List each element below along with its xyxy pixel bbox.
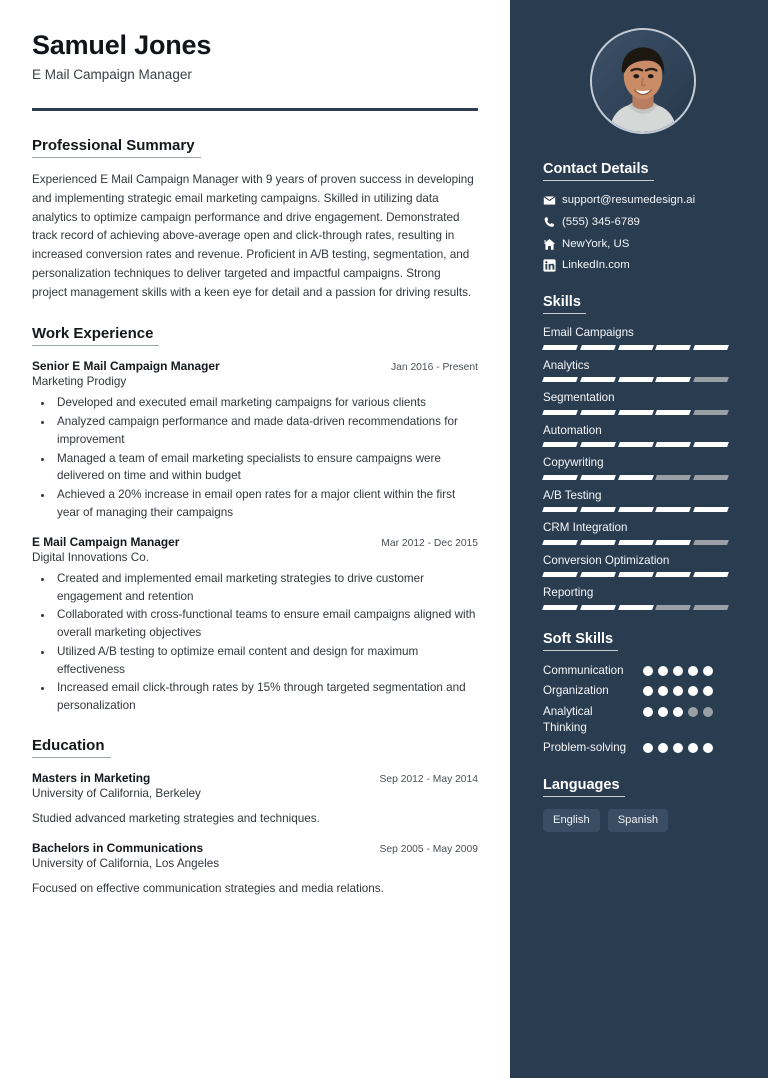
soft-skill-dot <box>658 666 668 676</box>
skill-segment <box>618 572 654 577</box>
contact-value: support@resumedesign.ai <box>562 194 696 206</box>
work-experience-section <box>32 325 478 715</box>
skill-segment <box>580 572 616 577</box>
skill-segment <box>580 410 616 415</box>
work-entry-date: Jan 2016 - Present <box>390 362 478 374</box>
soft-skill-dot <box>643 686 653 696</box>
soft-skill-dot <box>703 707 713 717</box>
soft-skill-dots <box>643 683 715 696</box>
soft-skill-dot <box>703 743 713 753</box>
soft-skill-dot <box>688 666 698 676</box>
sidebar <box>510 0 768 1078</box>
skill-segment <box>542 605 578 610</box>
skill-name: Automation <box>543 423 602 437</box>
skill-item <box>543 326 742 349</box>
skill-name: Reporting <box>543 586 594 600</box>
soft-skills-list <box>543 663 742 756</box>
soft-skill-dots <box>643 704 715 717</box>
skills-section <box>543 293 742 609</box>
skill-segment <box>693 377 729 382</box>
soft-skill-dot <box>673 707 683 717</box>
contact-value: (555) 345-6789 <box>562 215 640 228</box>
soft-skill-dot <box>643 666 653 676</box>
work-entry-list <box>32 359 478 715</box>
candidate-job-title: E Mail Campaign Manager <box>32 67 192 83</box>
education-entry-date: Sep 2012 - May 2014 <box>379 773 478 785</box>
skill-segment <box>542 572 578 577</box>
work-entry <box>32 359 478 521</box>
soft-skill-dot <box>658 686 668 696</box>
contact-row <box>543 258 742 273</box>
skill-segment <box>618 507 654 512</box>
education-entry-header <box>32 841 478 855</box>
contact-value: LinkedIn.com <box>562 259 630 272</box>
soft-skill-dots <box>643 663 715 676</box>
section-title-work: Work Experience <box>32 325 159 346</box>
skill-segment <box>693 507 729 512</box>
skill-item <box>543 359 742 382</box>
soft-skill-dot <box>688 707 698 717</box>
skill-name: Copywriting <box>543 456 604 470</box>
skill-segment <box>693 410 729 415</box>
skill-level-bar <box>543 475 728 480</box>
soft-skill-dot <box>673 666 683 676</box>
skill-item <box>543 521 742 544</box>
contact-value: NewYork, US <box>562 237 630 250</box>
language-chip: Spanish <box>608 809 668 832</box>
header-divider <box>32 108 478 111</box>
skill-level-bar <box>543 605 728 610</box>
home-icon <box>543 238 562 251</box>
work-entry-organization: Digital Innovations Co. <box>32 550 149 564</box>
work-entry-bullets <box>32 570 478 715</box>
envelope-icon <box>543 194 562 207</box>
soft-skill-name: Analytical Thinking <box>543 704 593 734</box>
contact-list <box>543 193 742 273</box>
work-bullet: • Increased email click-through rates by 15% through targeted segmentation and personalization <box>54 679 478 715</box>
education-entry <box>32 841 478 898</box>
education-section <box>32 737 478 898</box>
section-title-skills: Skills <box>543 294 586 314</box>
soft-skill-dot <box>688 743 698 753</box>
work-entry-role: Senior E Mail Campaign Manager <box>32 359 220 374</box>
skill-segment <box>655 572 691 577</box>
skill-segment <box>618 540 654 545</box>
phone-icon <box>543 216 562 229</box>
skill-segment <box>618 442 654 447</box>
work-entry-header <box>32 359 478 373</box>
soft-skill-row <box>543 663 742 679</box>
profile-photo <box>592 30 694 132</box>
skill-item <box>543 424 742 447</box>
soft-skill-row <box>543 740 742 756</box>
contact-details-section <box>543 160 742 273</box>
skill-segment <box>580 507 616 512</box>
section-title-summary: Professional Summary <box>32 137 201 158</box>
header-block <box>32 30 478 84</box>
avatar <box>590 28 696 134</box>
summary-text: Experienced E Mail Campaign Manager with 9 years of proven success in developing and implementing strategic email marketing campaigns. Skilled in utilizing data analytics to optimize campaign performance and drive engagement. Demonstrated track record of achieving above-average open and click-through rates, resulting in increased conversion rates and revenue. Proficient in A/B testing, segmentation, and personalization techniques to deliver targeted and impactful campaigns. Strong project management skills with a keen eye for detail and a passion for driving results. <box>32 172 474 300</box>
skill-segment <box>655 345 691 350</box>
languages-section <box>543 776 742 832</box>
soft-skill-dot <box>658 707 668 717</box>
section-title-contact: Contact Details <box>543 161 654 181</box>
soft-skill-row <box>543 704 742 735</box>
skill-name: Conversion Optimization <box>543 553 670 567</box>
skill-level-bar <box>543 442 728 447</box>
soft-skills-section <box>543 630 742 756</box>
skill-segment <box>693 540 729 545</box>
education-entry-school: University of California, Los Angeles <box>32 857 220 871</box>
skill-segment <box>542 540 578 545</box>
skill-name: Segmentation <box>543 391 615 405</box>
skill-segment <box>580 442 616 447</box>
skill-segment <box>693 442 729 447</box>
soft-skill-dot <box>643 743 653 753</box>
skill-segment <box>542 475 578 480</box>
soft-skill-dot <box>703 666 713 676</box>
education-entry-degree: Bachelors in Communications <box>32 841 204 856</box>
work-entry-header <box>32 535 478 549</box>
skill-segment <box>618 475 654 480</box>
skill-segment <box>542 345 578 350</box>
skill-segment <box>655 605 691 610</box>
candidate-name: Samuel Jones <box>32 30 212 60</box>
work-entry-organization: Marketing Prodigy <box>32 375 127 389</box>
education-entry-header <box>32 771 478 785</box>
skill-segment <box>655 410 691 415</box>
soft-skill-dot <box>673 743 683 753</box>
skill-segment <box>542 442 578 447</box>
skill-item <box>543 554 742 577</box>
skill-item <box>543 456 742 479</box>
soft-skill-dots <box>643 740 715 753</box>
skill-name: Analytics <box>543 358 590 372</box>
skill-segment <box>580 605 616 610</box>
education-entry-degree: Masters in Marketing <box>32 770 151 785</box>
language-chip: English <box>543 809 600 832</box>
work-bullet: • Analyzed campaign performance and made data-driven recommendations for improvement <box>54 413 478 449</box>
skill-segment <box>655 475 691 480</box>
skill-segment <box>542 377 578 382</box>
education-entry <box>32 771 478 828</box>
skills-list <box>543 326 742 609</box>
skill-segment <box>655 442 691 447</box>
soft-skill-dot <box>673 686 683 696</box>
skill-segment <box>580 345 616 350</box>
skill-segment <box>580 540 616 545</box>
education-entry-list <box>32 771 478 898</box>
work-bullet: • Developed and executed email marketing campaigns for various clients <box>54 394 478 412</box>
work-entry-bullets <box>32 394 478 521</box>
work-entry-date: Mar 2012 - Dec 2015 <box>381 537 478 549</box>
education-entry-date: Sep 2005 - May 2009 <box>379 844 478 856</box>
skill-level-bar <box>543 572 728 577</box>
skill-segment <box>618 605 654 610</box>
soft-skill-dot <box>688 686 698 696</box>
skill-segment <box>580 475 616 480</box>
education-entry-description: Focused on effective communication strategies and media relations. <box>32 882 384 896</box>
avatar-wrapper <box>543 28 742 134</box>
skill-segment <box>693 475 729 480</box>
education-entry-school: University of California, Berkeley <box>32 786 201 800</box>
skill-name: A/B Testing <box>543 488 602 502</box>
skill-level-bar <box>543 377 728 382</box>
soft-skill-dot <box>658 743 668 753</box>
skill-level-bar <box>543 507 728 512</box>
skill-segment <box>618 377 654 382</box>
skill-segment <box>580 377 616 382</box>
skill-segment <box>618 345 654 350</box>
languages-list <box>543 809 742 832</box>
skill-name: CRM Integration <box>543 521 628 535</box>
work-bullet: • Created and implemented email marketing strategies to drive customer engagement and retention <box>54 570 478 606</box>
soft-skill-dot <box>643 707 653 717</box>
professional-summary-section <box>32 137 478 304</box>
section-title-soft-skills: Soft Skills <box>543 631 618 651</box>
soft-skill-name: Problem-solving <box>543 741 627 755</box>
skill-level-bar <box>543 410 728 415</box>
skill-item <box>543 391 742 414</box>
skill-segment <box>655 507 691 512</box>
skill-level-bar <box>543 540 728 545</box>
skill-segment <box>618 410 654 415</box>
linkedin-icon <box>543 259 562 272</box>
skill-segment <box>693 572 729 577</box>
skill-level-bar <box>543 345 728 350</box>
skill-name: Email Campaigns <box>543 326 634 340</box>
skill-item <box>543 489 742 512</box>
soft-skill-name: Communication <box>543 663 624 677</box>
contact-row <box>543 215 742 230</box>
section-title-education: Education <box>32 737 111 758</box>
contact-row <box>543 193 742 208</box>
skill-segment <box>655 540 691 545</box>
soft-skill-dot <box>703 686 713 696</box>
soft-skill-name: Organization <box>543 684 609 698</box>
work-bullet: • Managed a team of email marketing specialists to ensure campaigns were delivered on time and within budget <box>54 450 478 486</box>
skill-item <box>543 586 742 609</box>
skill-segment <box>542 410 578 415</box>
education-entry-description: Studied advanced marketing strategies and techniques. <box>32 811 320 825</box>
work-entry-role: E Mail Campaign Manager <box>32 534 180 549</box>
skill-segment <box>655 377 691 382</box>
work-bullet: • Utilized A/B testing to optimize email content and design for maximum effectiveness <box>54 643 478 679</box>
skill-segment <box>693 605 729 610</box>
soft-skill-row <box>543 683 742 699</box>
work-bullet: • Collaborated with cross-functional teams to ensure email campaigns aligned with overall marketing objectives <box>54 606 478 642</box>
skill-segment <box>693 345 729 350</box>
work-entry <box>32 535 478 715</box>
section-title-languages: Languages <box>543 777 625 797</box>
skill-segment <box>542 507 578 512</box>
contact-row <box>543 237 742 252</box>
work-bullet: • Achieved a 20% increase in email open rates for a major client within the first year of managing their campaigns <box>54 486 478 522</box>
